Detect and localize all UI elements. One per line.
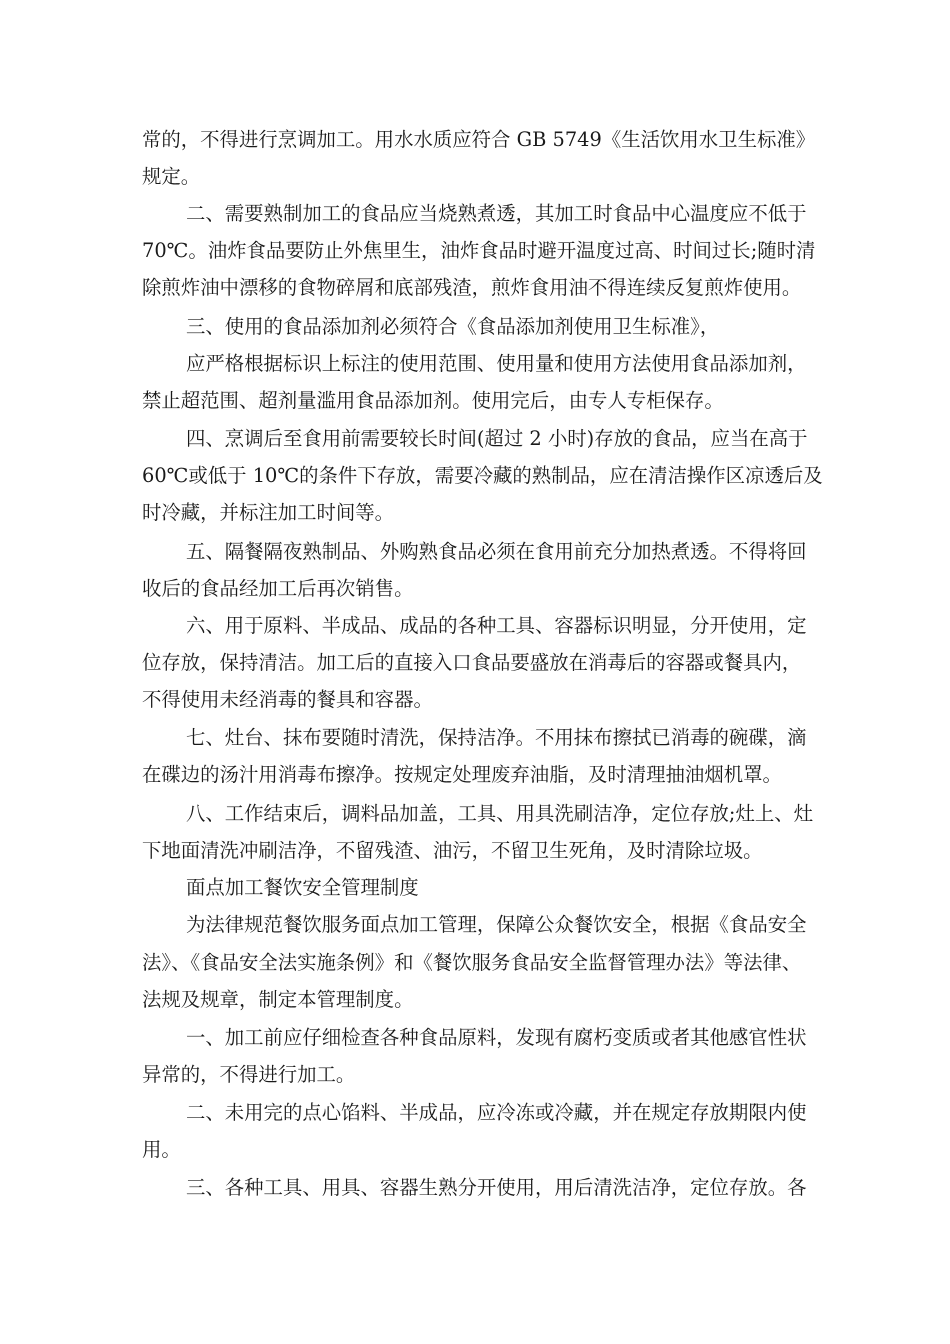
text-line: 常的，不得进行烹调加工。用水水质应符合 GB 5749《生活饮用水卫生标准》	[142, 128, 816, 151]
text-line: 法规及规章，制定本管理制度。	[142, 988, 414, 1011]
text-line: 六、用于原料、半成品、成品的各种工具、容器标识明显，分开使用，定	[186, 614, 807, 637]
section-heading: 面点加工餐饮安全管理制度	[186, 876, 419, 899]
text-line: 60℃或低于 10℃的条件下存放，需要冷藏的熟制品，应在清洁操作区凉透后及	[142, 464, 823, 487]
text-line: 收后的食品经加工后再次销售。	[142, 577, 414, 600]
text-line: 一、加工前应仔细检查各种食品原料，发现有腐朽变质或者其他感官性状	[186, 1026, 807, 1049]
text-line: 异常的，不得进行加工。	[142, 1063, 356, 1086]
text-line: 用。	[142, 1138, 181, 1161]
text-line: 在碟边的汤汁用消毒布擦净。按规定处理废弃油脂，及时清理抽油烟机罩。	[142, 763, 782, 786]
text-line: 为法律规范餐饮服务面点加工管理，保障公众餐饮安全，根据《食品安全	[186, 913, 807, 936]
text-line: 八、工作结束后，调料品加盖，工具、用具洗刷洁净，定位存放;灶上、灶	[186, 802, 814, 825]
text-line: 五、隔餐隔夜熟制品、外购熟食品必须在食用前充分加热煮透。不得将回	[186, 540, 807, 563]
text-line: 时冷藏，并标注加工时间等。	[142, 501, 395, 524]
text-line: 位存放，保持清洁。加工后的直接入口食品要盛放在消毒后的容器或餐具内，	[142, 651, 802, 674]
text-line: 应严格根据标识上标注的使用范围、使用量和使用方法使用食品添加剂，	[186, 352, 807, 375]
text-line: 法》、《食品安全法实施条例》和《餐饮服务食品安全监督管理办法》等法律、	[142, 951, 802, 974]
text-line: 禁止超范围、超剂量滥用食品添加剂。使用完后，由专人专柜保存。	[142, 389, 724, 412]
text-line: 三、使用的食品添加剂必须符合《食品添加剂使用卫生标准》，	[186, 315, 720, 338]
text-line: 70℃。油炸食品要防止外焦里生，油炸食品时避开温度过高、时间过长;随时清	[142, 239, 816, 262]
text-line: 不得使用未经消毒的餐具和容器。	[142, 688, 433, 711]
text-line: 下地面清洗冲刷洁净，不留残渣、油污，不留卫生死角，及时清除垃圾。	[142, 839, 763, 862]
text-line: 规定。	[142, 165, 201, 188]
text-line: 二、未用完的点心馅料、半成品，应冷冻或冷藏，并在规定存放期限内使	[186, 1101, 807, 1124]
text-line: 三、各种工具、用具、容器生熟分开使用，用后清洗洁净，定位存放。各	[186, 1176, 807, 1199]
text-line: 二、需要熟制加工的食品应当烧熟煮透，其加工时食品中心温度应不低于	[186, 202, 807, 225]
text-line: 四、烹调后至食用前需要较长时间(超过 2 小时)存放的食品，应当在高于	[186, 427, 808, 450]
text-line: 除煎炸油中漂移的食物碎屑和底部残渣，煎炸食用油不得连续反复煎炸使用。	[142, 276, 802, 299]
text-line: 七、灶台、抹布要随时清洗，保持洁净。不用抹布擦拭已消毒的碗碟，滴	[186, 726, 807, 749]
